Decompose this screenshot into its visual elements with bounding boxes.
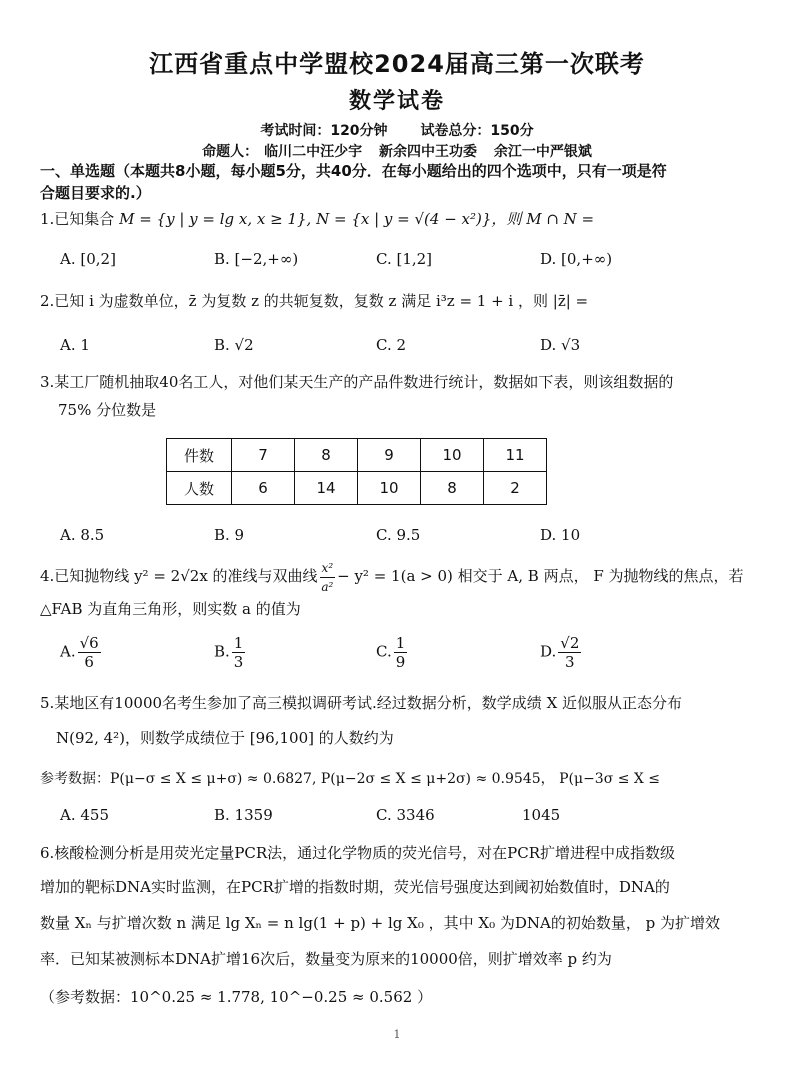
- section-heading: 一、单选题（本题共8小题，每小题5分，共40分．在每小题给出的四个选项中，只有一项是符: [40, 162, 667, 180]
- table-cell: 8: [421, 472, 484, 505]
- author-2: 新余四中王功委: [379, 144, 477, 160]
- question-6-reference: （参考数据：10^0.25 ≈ 1.778, 10^−0.25 ≈ 0.562 ）: [40, 988, 433, 1006]
- q3-option-c[interactable]: C. 9.5: [376, 526, 421, 544]
- q5-option-c[interactable]: C. 3346: [376, 806, 435, 824]
- q1-option-b[interactable]: B. [−2,+∞): [214, 250, 299, 268]
- question-5: 5.某地区有10000名考生参加了高三模拟调研考试.经过数据分析，数学成绩 X 近似服从正态分布: [40, 694, 683, 712]
- q1-sets: M = {y | y = lg x, x ≥ 1}, N = {x | y = √(4 − x²)}: [119, 210, 492, 228]
- authors-label: 命题人：: [202, 144, 259, 160]
- question-6-line-2: 增加的靶标DNA实时监测，在PCR扩增的指数时期，荧光信号强度达到阈初始数值时，DNA的: [40, 878, 670, 896]
- exam-title: 江西省重点中学盟校2024届高三第一次联考: [149, 50, 645, 78]
- table-cell: 人数: [167, 472, 232, 505]
- q2-option-b[interactable]: B. √2: [214, 336, 254, 354]
- table-row: [167, 472, 547, 505]
- exam-time: 考试时间：120分钟: [260, 123, 388, 139]
- q4-options: [56, 634, 756, 680]
- q2-option-d[interactable]: D. √3: [540, 336, 581, 354]
- table-cell: 8: [295, 439, 358, 472]
- page-number: 1: [393, 1028, 401, 1041]
- q3-option-d[interactable]: D. 10: [540, 526, 581, 544]
- q3-options: [56, 526, 756, 552]
- question-4-cont: △FAB 为直角三角形，则实数 a 的值为: [40, 600, 301, 618]
- question-6-line-3: 数量 Xₙ 与扩增次数 n 满足 lg Xₙ = n lg(1 + p) + lg X₀ ，其中 X₀ 为DNA的初始数量， p 为扩增效: [40, 914, 720, 932]
- table-cell: 件数: [167, 439, 232, 472]
- q1-option-a[interactable]: A. [0,2]: [60, 250, 116, 268]
- subject-title: 数学试卷: [348, 89, 445, 114]
- total-score: 试卷总分：150分: [420, 123, 534, 139]
- table-cell: 10: [358, 472, 421, 505]
- table-cell: 2: [484, 472, 547, 505]
- q1-option-c[interactable]: C. [1,2]: [376, 250, 433, 268]
- exam-info: [0, 120, 794, 140]
- section-heading-cont: 合题目要求的.）: [40, 184, 151, 202]
- q2-option-a[interactable]: A. 1: [60, 336, 90, 354]
- table-cell: 7: [232, 439, 295, 472]
- table-cell: 10: [421, 439, 484, 472]
- table-cell: 11: [484, 439, 547, 472]
- q5-option-d[interactable]: 1045: [522, 806, 561, 824]
- author-3: 余江一中严银斌: [493, 144, 592, 160]
- question-4: 4.已知抛物线 y² = 2√2x 的准线与双曲线 $\frac{\text{x²}}{\text{a²}}$ − y² = 1(a > 0) 相交于 A, B 两点， F 为抛物线的焦点，若: [40, 560, 744, 594]
- q1-option-d[interactable]: D. [0,+∞): [540, 250, 613, 268]
- q5-option-b[interactable]: B. 1359: [214, 806, 273, 824]
- table-cell: 14: [295, 472, 358, 505]
- q1-options: [56, 250, 756, 276]
- q5-options: [56, 806, 756, 832]
- q5-reference-data: 参考数据：P(μ−σ ≤ X ≤ μ+σ) ≈ 0.6827, P(μ−2σ ≤ X ≤ μ+2σ) ≈ 0.9545， P(μ−3σ ≤ X ≤: [40, 771, 661, 787]
- table-cell: 6: [232, 472, 295, 505]
- question-3-cont: 75% 分位数是: [58, 401, 157, 419]
- table-row: [167, 439, 547, 472]
- q4-option-a[interactable]: A. $\frac{√6}{6}$: [60, 634, 99, 671]
- q4-option-c[interactable]: C. $\frac{1}{9}$: [376, 634, 406, 671]
- q4-option-b[interactable]: B. $\frac{1}{3}$: [214, 634, 244, 671]
- q3-option-a[interactable]: A. 8.5: [60, 526, 105, 544]
- q2-options: [56, 336, 756, 362]
- q3-data-table: [166, 438, 547, 505]
- q3-option-b[interactable]: B. 9: [214, 526, 245, 544]
- authors-line: [0, 141, 794, 161]
- question-5-cont: N(92, 4²)，则数学成绩位于 [96,100] 的人数约为: [56, 729, 394, 747]
- author-1: 临川二中汪少宇: [264, 144, 363, 160]
- q5-option-a[interactable]: A. 455: [60, 806, 109, 824]
- q4-option-d[interactable]: D. $\frac{√2}{3}$: [540, 634, 580, 671]
- question-2: 2.已知 i 为虚数单位，z̄ 为复数 z 的共轭复数，复数 z 满足 i³z = 1 + i ，则 |z̄| =: [40, 292, 589, 310]
- q4-hyperbola-fraction: $\frac{\text{x²}}{\text{a²}}$: [321, 560, 334, 594]
- question-1: 1.已知集合 M = {y | y = lg x, x ≥ 1}, N = {x | y = √(4 − x²)}，则 M ∩ N =: [40, 210, 595, 228]
- table-cell: 9: [358, 439, 421, 472]
- question-3: 3.某工厂随机抽取40名工人，对他们某天生产的产品件数进行统计，数据如下表，则该组数据的: [40, 373, 674, 391]
- q2-option-c[interactable]: C. 2: [376, 336, 407, 354]
- question-6-line-1: 6.核酸检测分析是用荧光定量PCR法，通过化学物质的荧光信号，对在PCR扩增进程中成指数级: [40, 844, 676, 862]
- question-6-line-4: 率．已知某被测标本DNA扩增16次后，数量变为原来的10000倍，则扩增效率 p 约为: [40, 950, 612, 968]
